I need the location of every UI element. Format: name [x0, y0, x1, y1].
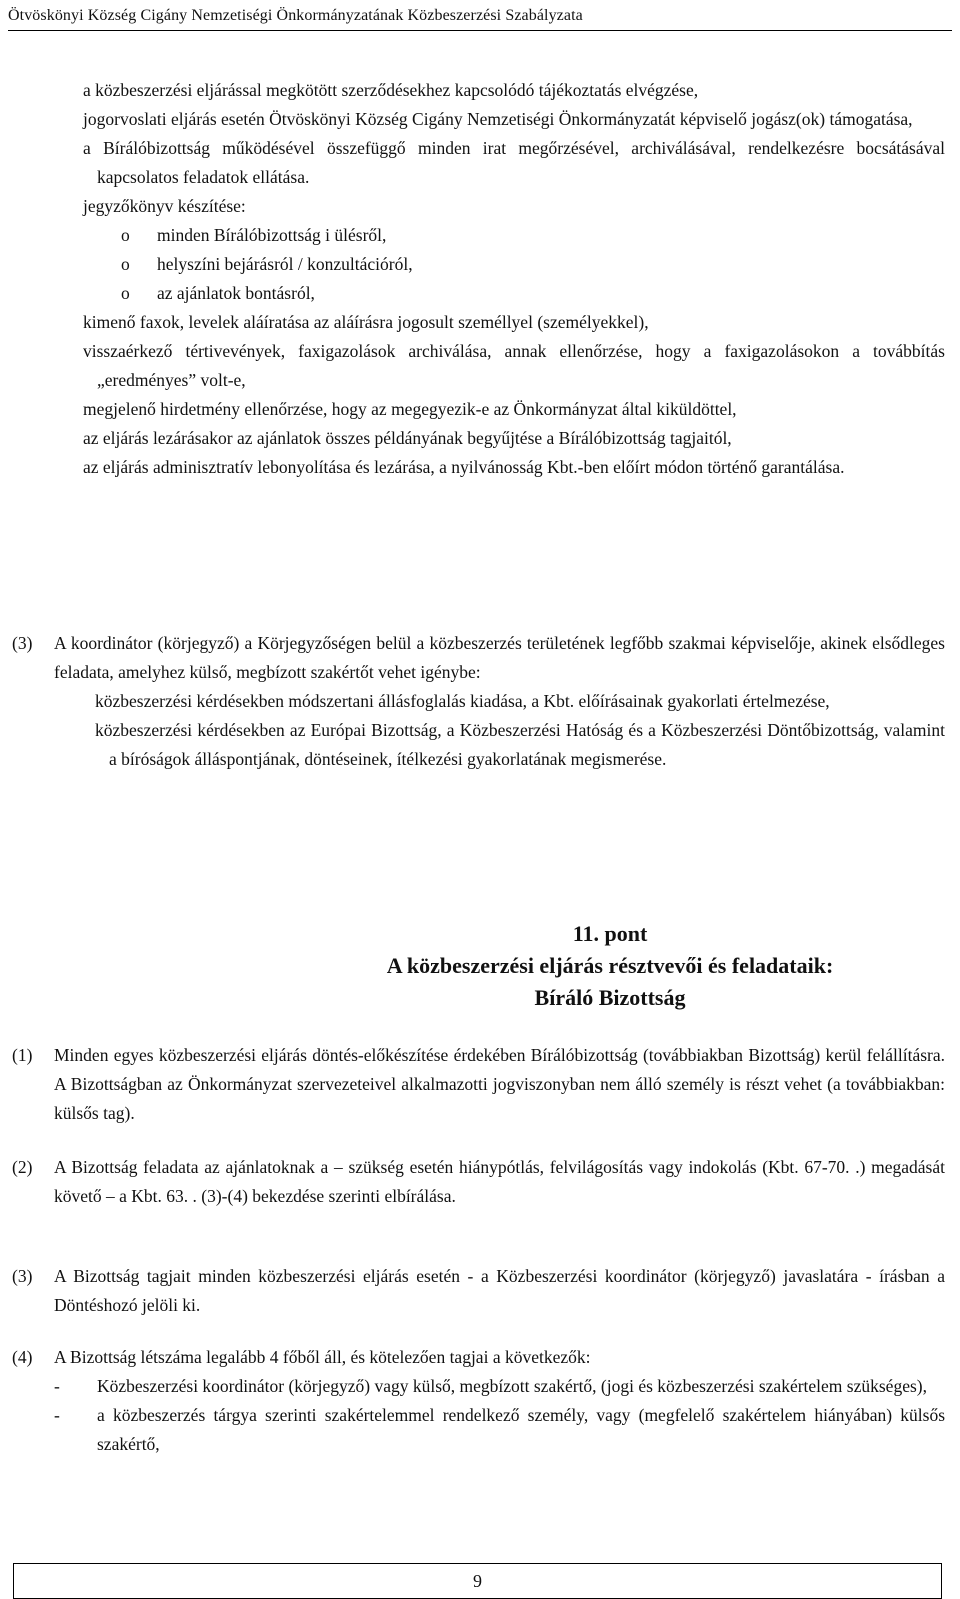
paragraph-text: A Bizottság feladata az ajánlatoknak a – szükség esetén hiánypótlás, felvilágosítás vagy indokolás (Kbt. 67-70. .) megadását követő – a Kbt. 63. . (3)-(4) bekezdése szerinti elbírálása.: [54, 1157, 945, 1206]
paragraph-text: Minden egyes közbeszerzési eljárás döntés-előkészítése érdekében Bírálóbizottság (továbbiakban Bizottság) kerül felállításra. A Bizottságban az Önkormányzat szervezeteivel alkalmazotti jogviszonyban nem álló személy is részt vehet (a továbbiakban: külsős tag).: [54, 1045, 945, 1123]
paragraph-number: (3): [12, 633, 33, 653]
list-item: jegyzőkönyv készítése:: [83, 196, 246, 216]
list-item: közbeszerzési kérdésekben az Európai Bizottság, a Közbeszerzési Hatóság és a Közbeszerzési Döntőbizottság, valamint a bíróságok álláspontjának, döntéseinek, ítélkezési gyakorlatának megismerése.: [95, 720, 945, 769]
list-item: jogorvoslati eljárás esetén Ötvöskönyi Község Cigány Nemzetiségi Önkormányzatát képviselő jogász(ok) támogatása,: [83, 109, 913, 129]
paragraph-text-content: A koordinátor (körjegyző) a Körjegyzőségen belül a közbeszerzés területének legfőbb szakmai képviselője, akinek elsődleges feladata, amelyhez külső, megbízott szakértőt vehet igénybe:: [54, 633, 945, 682]
list-item: az eljárás adminisztratív lebonyolítása és lezárása, a nyilvánosság Kbt.-ben előírt módon történő garantálása.: [83, 457, 845, 477]
paragraph-text: [12, 629, 945, 687]
sub-list-item: [83, 250, 945, 279]
list-item: közbeszerzési kérdésekben módszertani állásfoglalás kiadása, a Kbt. előírásainak gyakorlati értelmezése,: [95, 691, 830, 711]
dash-marker: -: [54, 1376, 60, 1396]
sub-list-item-text: minden Bírálóbizottság i ülésről,: [157, 225, 387, 245]
paragraph-text: A Bizottság tagjait minden közbeszerzési eljárás esetén - a Közbeszerzési koordinátor (körjegyző) javaslatára - írásban a Döntéshozó jelöli ki.: [54, 1266, 945, 1315]
section-paragraph-1: [12, 1041, 945, 1128]
list-item: a közbeszerzési eljárással megkötött szerződésekhez kapcsolódó tájékoztatás elvégzése,: [83, 80, 699, 100]
dash-marker: -: [54, 1405, 60, 1425]
list-item: [12, 1401, 945, 1459]
page-number: 9: [13, 1563, 942, 1599]
bullet-o: o: [121, 283, 130, 303]
paragraph-text: A Bizottság létszáma legalább 4 főből áll, és kötelezően tagjai a következők:: [54, 1347, 591, 1367]
sub-list-item-text: az ajánlatok bontásról,: [157, 283, 315, 303]
sub-list-item: [83, 279, 945, 308]
list-item: kimenő faxok, levelek aláíratása az aláírásra jogosult személlyel (személyekkel),: [83, 312, 649, 332]
list-item: megjelenő hirdetmény ellenőrzése, hogy az megegyezik-e az Önkormányzat által kiküldöttel,: [83, 399, 737, 419]
list-item: visszaérkező tértivevények, faxigazolások archiválása, annak ellenőrzése, hogy a faxigazolásokon a továbbítás „eredményes” volt-e,: [83, 341, 945, 390]
section-paragraph-3: [12, 1262, 945, 1320]
list-item-text: Közbeszerzési koordinátor (körjegyző) vagy külső, megbízott szakértő, (jogi és közbeszerzési szakértelem szükséges),: [97, 1376, 927, 1396]
section-title: A közbeszerzési eljárás résztvevői és feladataik:: [386, 953, 834, 978]
paragraph-number: (4): [12, 1347, 33, 1367]
paragraph-number: (2): [12, 1157, 33, 1177]
section-subtitle: Bíráló Bizottság: [534, 985, 686, 1010]
section-paragraph-4: [12, 1343, 945, 1459]
page-header: Ötvöskönyi Község Cigány Nemzetiségi Önkormányzatának Közbeszerzési Szabályzata: [8, 2, 952, 31]
list-item: [12, 1372, 945, 1401]
list-item-text: a közbeszerzés tárgya szerinti szakértelemmel rendelkező személy, vagy (megfelelő szakértelem hiányában) külsős szakértő,: [97, 1405, 945, 1454]
paragraph-3-coordinator: [12, 629, 945, 774]
section-paragraph-2: [12, 1153, 945, 1211]
sub-list-item: [83, 221, 945, 250]
paragraph-number: (1): [12, 1045, 33, 1065]
sub-list-item-text: helyszíni bejárásról / konzultációról,: [157, 254, 413, 274]
bullet-o: o: [121, 225, 130, 245]
section-number: 11. pont: [572, 921, 648, 946]
task-list: [83, 76, 945, 482]
bullet-o: o: [121, 254, 130, 274]
list-item: a Bírálóbizottság működésével összefüggő minden irat megőrzésével, archiválásával, rendelkezésre bocsátásával kapcsolatos feladatok ellátása.: [83, 138, 945, 187]
paragraph-number: (3): [12, 1266, 33, 1286]
list-item: az eljárás lezárásakor az ajánlatok összes példányának begyűjtése a Bírálóbizottság tagjaitól,: [83, 428, 732, 448]
